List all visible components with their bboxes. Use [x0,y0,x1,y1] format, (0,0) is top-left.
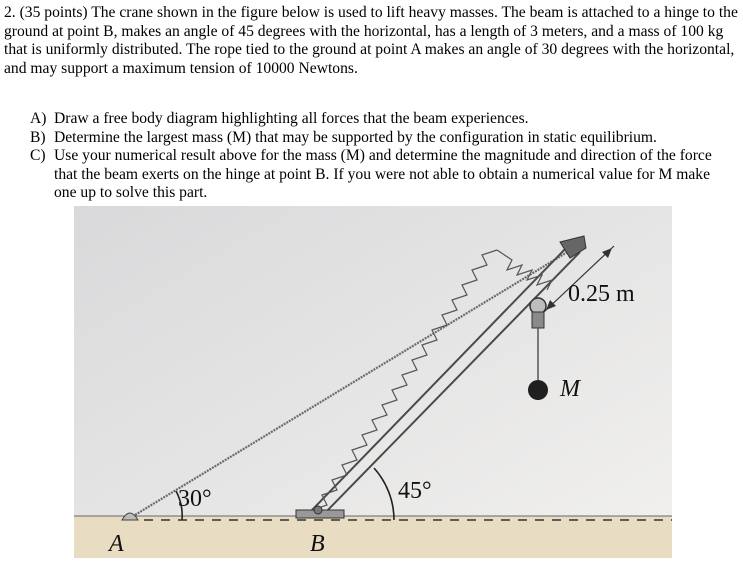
crane-figure [74,206,672,558]
part-c-label: C) [30,147,46,164]
offset-label: 0.25 m [568,281,635,307]
point-b-label: B [310,531,325,557]
part-c-text: Use your numerical result above for the mass (M) and determine the magnitude and direction of the force that the beam exerts on the hinge at point B. If you were not able to obtain a numerical value for M make one up to solve this part. [54,147,712,201]
angle-a-label: 30° [178,486,212,512]
part-b [30,129,735,148]
mass-label: M [560,376,580,402]
crane-diagram [74,206,672,558]
hinge-pin-b [314,506,322,514]
part-a-text: Draw a free body diagram highlighting all forces that the beam experiences. [54,110,529,127]
problem-intro: 2. (35 points) The crane shown in the figure below is used to lift heavy masses. The beam is attached to a hinge to the ground at point B, makes an angle of 45 degrees with the horizontal, has a length of 3 meters, and a mass of 100 kg that is uniformly distributed. The rope tied to the ground at point A makes an angle of 30 degrees with the horizontal, and may support a maximum tension of 10000 Newtons. [4,4,738,77]
part-b-text: Determine the largest mass (M) that may be supported by the configuration in static equilibrium. [54,128,657,146]
point-a-label: A [109,531,124,557]
hook-block [532,312,544,328]
ground [74,516,672,558]
figure-background [74,206,672,558]
part-b-label: B) [30,128,46,146]
part-a-label: A) [30,110,47,127]
part-a [30,110,735,129]
angle-b-label: 45° [398,478,432,504]
part-c [30,147,735,203]
mass-ball [528,380,548,400]
parts-list [30,110,735,203]
